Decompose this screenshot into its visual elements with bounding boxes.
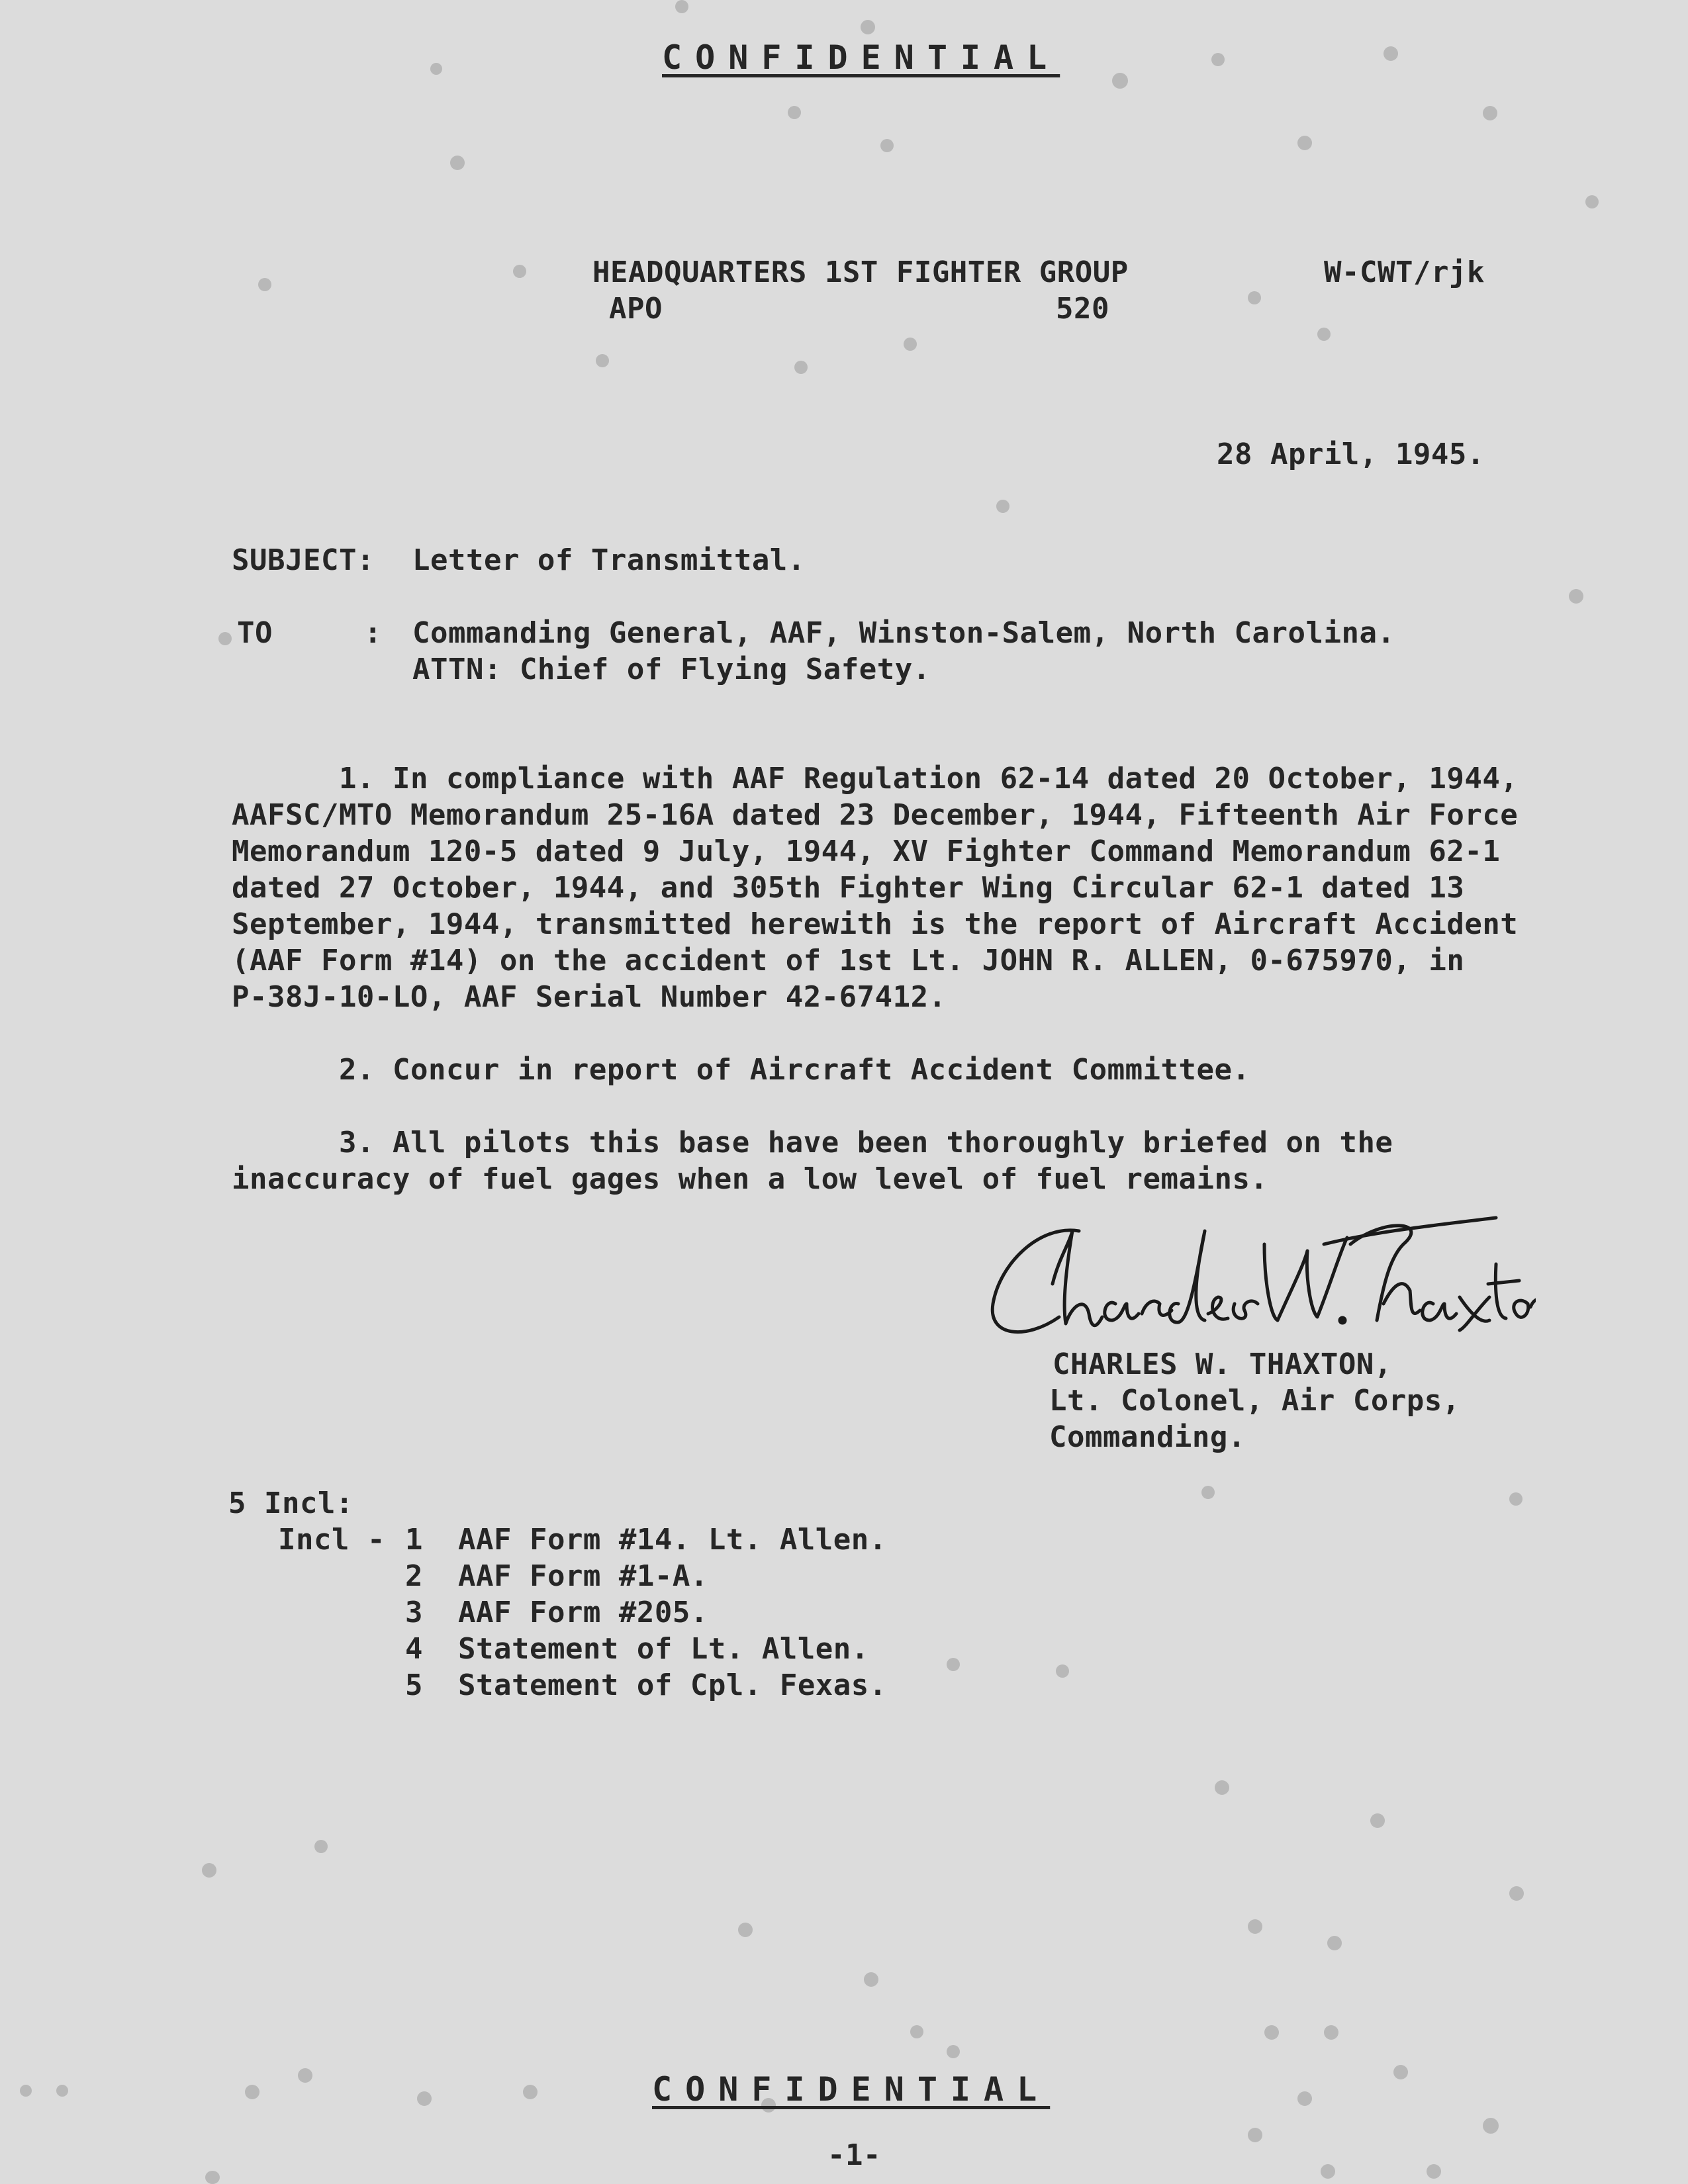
inclosure-text: Statement of Lt. Allen. bbox=[458, 1632, 869, 1666]
paragraph-1-line: P-38J-10-LO, AAF Serial Number 42-67412. bbox=[232, 980, 947, 1014]
to-colon: : bbox=[364, 616, 382, 650]
signer-rank: Lt. Colonel, Air Corps, bbox=[1049, 1384, 1460, 1418]
letter-date: 28 April, 1945. bbox=[1217, 437, 1485, 471]
inclosure-number: 2 bbox=[405, 1559, 423, 1593]
paragraph-1-line: dated 27 October, 1944, and 305th Fighter Wing Circular 62-1 dated 13 bbox=[232, 871, 1465, 905]
signer-name: CHARLES W. THAXTON, bbox=[1053, 1347, 1392, 1381]
paragraph-1-line: 1. In compliance with AAF Regulation 62-14 dated 20 October, 1944, bbox=[339, 762, 1519, 796]
paragraph-1-line: (AAF Form #14) on the accident of 1st Lt. JOHN R. ALLEN, 0-675970, in bbox=[232, 944, 1465, 978]
paragraph-3-line: 3. All pilots this base have been thoroughly briefed on the bbox=[339, 1126, 1393, 1160]
signer-role: Commanding. bbox=[1049, 1420, 1246, 1454]
to-label: TO bbox=[237, 616, 273, 650]
attn-text: ATTN: Chief of Flying Safety. bbox=[412, 653, 931, 686]
handwritten-signature bbox=[980, 1205, 1536, 1357]
inclosure-text: Statement of Cpl. Fexas. bbox=[458, 1668, 887, 1702]
subject-text: Letter of Transmittal. bbox=[412, 543, 806, 577]
page-number: -1- bbox=[827, 2138, 881, 2172]
inclosure-text: AAF Form #1-A. bbox=[458, 1559, 708, 1593]
paragraph-1-line: AAFSC/MTO Memorandum 25-16A dated 23 December, 1944, Fifteenth Air Force bbox=[232, 798, 1519, 832]
inclosure-number: 4 bbox=[405, 1632, 423, 1666]
inclosure-text: AAF Form #14. Lt. Allen. bbox=[458, 1523, 887, 1557]
inclosure-number: 3 bbox=[405, 1596, 423, 1629]
to-text: Commanding General, AAF, Winston-Salem, North Carolina. bbox=[412, 616, 1395, 650]
file-reference: W-CWT/rjk bbox=[1324, 255, 1485, 289]
footer-confidential-marking: CONFIDENTIAL bbox=[652, 2070, 1051, 2109]
subject-label: SUBJECT: bbox=[232, 543, 375, 577]
inclosures-prefix: Incl - bbox=[278, 1523, 385, 1557]
inclosure-text: AAF Form #205. bbox=[458, 1596, 708, 1629]
paragraph-1-line: Memorandum 120-5 dated 9 July, 1944, XV Fighter Command Memorandum 62-1 bbox=[232, 835, 1501, 868]
headquarters-line: HEADQUARTERS 1ST FIGHTER GROUP bbox=[592, 255, 1129, 289]
paragraph-1-line: September, 1944, transmitted herewith is the report of Aircraft Accident bbox=[232, 907, 1519, 941]
paragraph-3-line: inaccuracy of fuel gages when a low level of fuel remains. bbox=[232, 1162, 1268, 1196]
apo-number: 520 bbox=[1056, 292, 1109, 326]
header-confidential-marking: CONFIDENTIAL bbox=[662, 38, 1060, 77]
paragraph-2: 2. Concur in report of Aircraft Accident Committee. bbox=[339, 1053, 1250, 1087]
inclosure-number: 1 bbox=[405, 1523, 423, 1557]
inclosure-number: 5 bbox=[405, 1668, 423, 1702]
inclosures-header: 5 Incl: bbox=[228, 1486, 353, 1520]
apo-label: APO bbox=[609, 292, 663, 326]
